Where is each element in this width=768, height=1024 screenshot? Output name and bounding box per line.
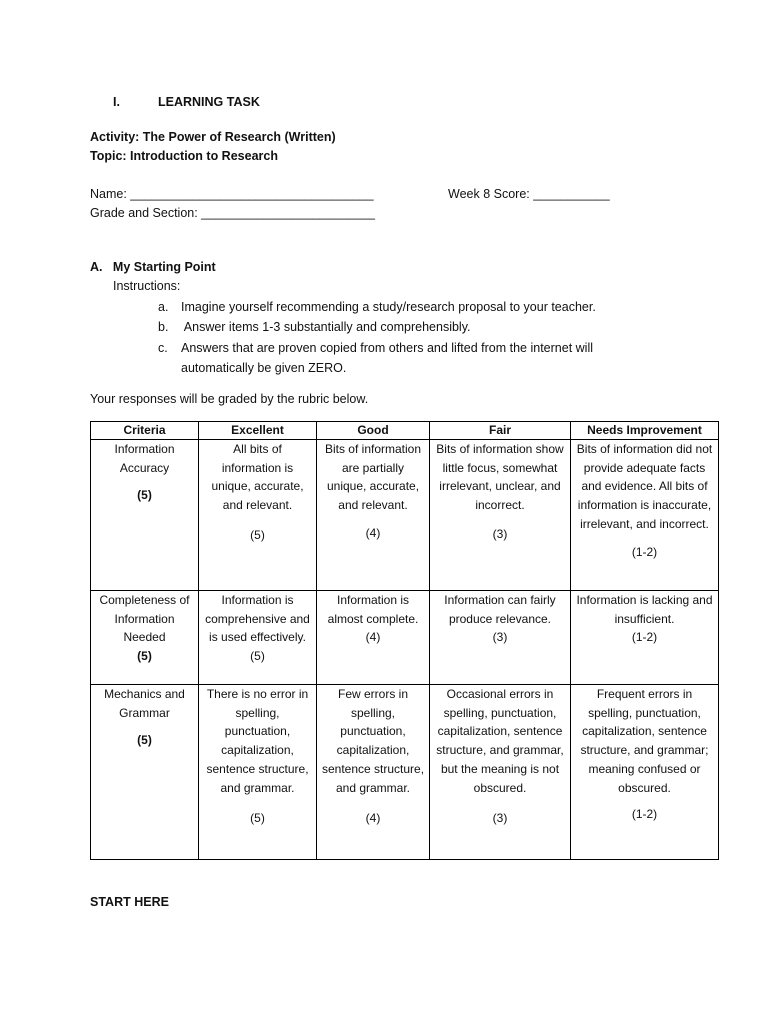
criteria-label: Information Accuracy	[114, 442, 175, 475]
fair-description: Occasional errors in spelling, punctuation, capitalization, sentence structure, and grammar, but the meaning is not obscured.	[436, 687, 564, 795]
rubric-header-row	[91, 422, 719, 440]
week-score-field: Week 8 Score: ___________	[448, 187, 610, 201]
fair-cell	[430, 685, 571, 860]
excellent-cell	[199, 440, 317, 591]
excellent-score: (5)	[250, 527, 265, 542]
rubric-row-completeness	[91, 591, 719, 685]
header-needs-improvement: Needs Improvement	[571, 422, 719, 440]
excellent-description: All bits of information is unique, accurate, and relevant.	[211, 442, 304, 513]
fair-score: (3)	[492, 630, 508, 645]
needs-improvement-cell	[571, 440, 719, 591]
excellent-description: There is no error in spelling, punctuation, capitalization, sentence structure, and grammar.	[206, 687, 309, 795]
good-cell	[317, 440, 430, 591]
needs-improvement-score: (1-2)	[631, 544, 658, 559]
fair-description: Bits of information show little focus, somewhat irrelevant, unclear, and incorrect.	[436, 442, 564, 513]
header-excellent: Excellent	[199, 422, 317, 440]
start-here-label: START HERE	[90, 895, 169, 909]
excellent-cell	[199, 591, 317, 685]
instructions-label: Instructions:	[113, 279, 181, 293]
good-description: Few errors in spelling, punctuation, capitalization, sentence structure, and grammar.	[321, 687, 425, 795]
fair-score: (3)	[492, 526, 508, 541]
needs-improvement-description: Bits of information did not provide adequate facts and evidence. All bits of information is inaccurate, irrelevant, and incorrect.	[576, 442, 713, 531]
fair-score: (3)	[492, 811, 508, 826]
needs-improvement-cell	[571, 685, 719, 860]
fair-description: Information can fairly produce relevance.	[444, 593, 556, 626]
instruction-text-b: Answer items 1-3 substantially and comprehensibly.	[181, 320, 471, 334]
rubric-row-mechanics	[91, 685, 719, 860]
rubric-table	[90, 421, 719, 860]
header-good: Good	[317, 422, 430, 440]
instruction-marker-c: c.	[158, 341, 168, 355]
part-a-heading: A. My Starting Point	[90, 260, 216, 274]
instruction-text-a: Imagine yourself recommending a study/research proposal to your teacher.	[181, 300, 596, 314]
criteria-score: (5)	[137, 649, 152, 664]
excellent-score: (5)	[250, 649, 265, 664]
fair-cell	[430, 591, 571, 685]
instruction-marker-a: a.	[158, 300, 169, 314]
grade-section-field: Grade and Section: _________________________	[90, 206, 375, 220]
good-cell	[317, 591, 430, 685]
instruction-marker-b: b.	[158, 320, 169, 334]
criteria-score: (5)	[137, 733, 152, 748]
good-score: (4)	[365, 630, 381, 645]
needs-improvement-description: Frequent errors in spelling, punctuation, capitalization, sentence structure, and grammar; meaning confused or obscured.	[580, 687, 709, 795]
rubric-row-accuracy	[91, 440, 719, 591]
good-score: (4)	[365, 811, 381, 826]
needs-improvement-description: Information is lacking and insufficient.	[576, 593, 713, 626]
topic-title: Topic: Introduction to Research	[90, 149, 278, 163]
needs-improvement-score: (1-2)	[631, 630, 658, 645]
section-numeral: I.	[113, 95, 120, 109]
criteria-cell	[91, 591, 199, 685]
name-field: Name: ___________________________________	[90, 187, 374, 201]
header-fair: Fair	[430, 422, 571, 440]
needs-improvement-score: (1-2)	[631, 807, 658, 822]
header-criteria: Criteria	[91, 422, 199, 440]
good-description: Information is almost complete.	[327, 593, 419, 626]
good-score: (4)	[365, 525, 381, 540]
rubric-intro: Your responses will be graded by the rubric below.	[90, 392, 369, 406]
instruction-text-c-cont: automatically be given ZERO.	[181, 361, 347, 375]
fair-cell	[430, 440, 571, 591]
excellent-description: Information is comprehensive and is used effectively.	[205, 593, 310, 645]
activity-title: Activity: The Power of Research (Written)	[90, 130, 336, 144]
excellent-score: (5)	[250, 811, 265, 826]
good-description: Bits of information are partially unique, accurate, and relevant.	[324, 442, 422, 513]
instruction-text-c: Answers that are proven copied from others and lifted from the internet will	[181, 341, 594, 355]
criteria-label: Completeness of Information Needed	[99, 593, 190, 645]
section-title: LEARNING TASK	[158, 95, 260, 109]
good-cell	[317, 685, 430, 860]
criteria-cell	[91, 685, 199, 860]
criteria-label: Mechanics and Grammar	[104, 687, 185, 720]
excellent-cell	[199, 685, 317, 860]
criteria-score: (5)	[137, 488, 152, 503]
needs-improvement-cell	[571, 591, 719, 685]
criteria-cell	[91, 440, 199, 591]
